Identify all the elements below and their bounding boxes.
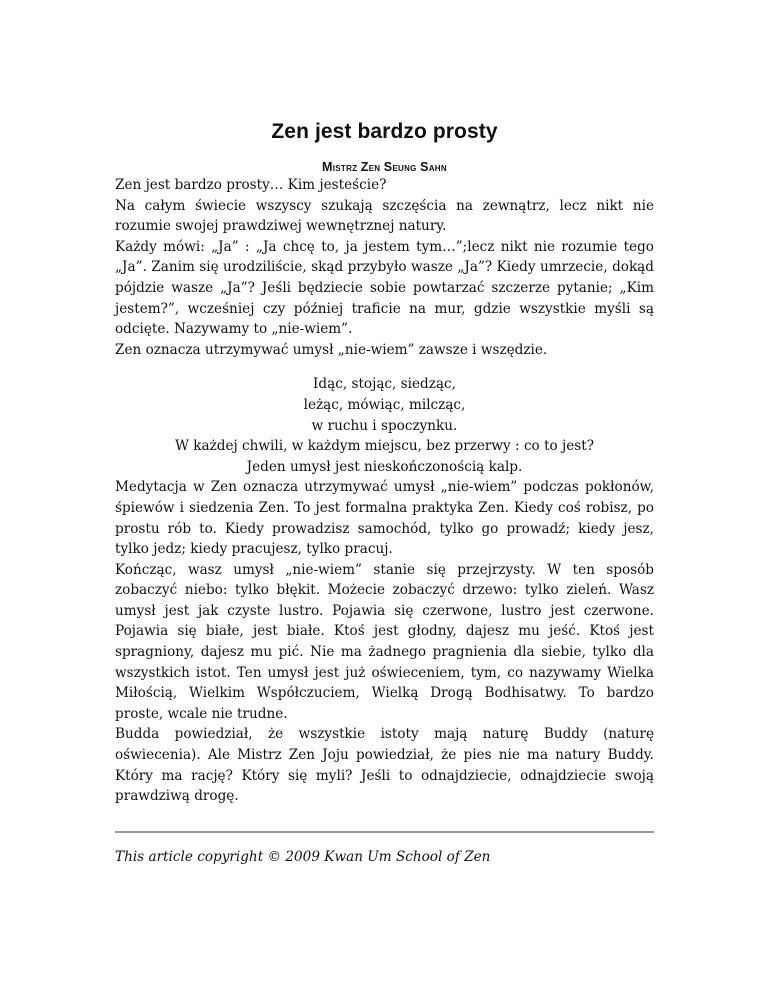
paragraph-3: Każdy mówi: „Ja” : „Ja chcę to, ja jestem tym…”;lecz nikt nie rozumie tego „Ja”. Zanim się urodziliście, skąd przybyło wasze „Ja”? Kiedy umrzecie, dokąd pójdzie wasze „Ja”? Jeśli będziecie sobie powtarzać szczerze pytanie; „Kim jestem?”, wcześniej czy później traficie na mur, gdzie wszystkie myśli są odcięte. Nazywamy to „nie-wiem”. [115,238,654,338]
author-word: Seung [383,160,417,174]
document-author [115,160,654,175]
poem-line: w ruchu i spoczynku. [311,417,458,434]
copyright-notice: This article copyright © 2009 Kwan Um School of Zen [115,848,491,865]
document-title: Zen jest bardzo prosty [271,120,498,143]
article-body [115,175,654,807]
horizontal-divider [115,831,654,833]
poem-line: Idąc, stojąc, siedząc, [313,376,456,393]
poem-verse [115,374,654,477]
poem-line: W każdej chwili, w każdym miejscu, bez przerwy : co to jest? [174,438,595,455]
paragraph-4: Zen oznacza utrzymywać umysł „nie-wiem” zawsze i wszędzie. [115,341,548,358]
paragraph-5: Medytacja w Zen oznacza utrzymywać umysł „nie-wiem” podczas pokłonów, śpiewów i siedzenia Zen. To jest formalna praktyka Zen. Kiedy coś robisz, po prostu rób to. Kiedy prowadzisz samochód, tylko go prowadź; kiedy jesz, tylko jedz; kiedy pracujesz, tylko pracuj. [115,479,654,558]
paragraph-6: Kończąc, wasz umysł „nie-wiem” stanie się przejrzysty. W ten sposób zobaczyć niebo: tylko błękit. Możecie zobaczyć drzewo: tylko zieleń. Wasz umysł jest jak czyste lustro. Pojawia się czerwone, lustro jest czerwone. Pojawia się białe, jest białe. Ktoś jest głodny, dajesz mu jeść. Ktoś jest spragniony, dajesz mu pić. Nie ma żadnego pragnienia dla siebie, tylko dla wszystkich istot. Ten umysł jest już oświeceniem, tym, co nazywamy Wielka Miłością, Wielkim Współczuciem, Wielką Drogą Bodhisatwy. To bardzo proste, wcale nie trudne. [115,561,654,722]
author-word: Zen [360,160,381,174]
poem-line: Jeden umysł jest nieskończonością kalp. [246,458,523,475]
paragraph-2: Na całym świecie wszyscy szukają szczęścia na zewnątrz, lecz nikt nie rozumie swojej prawdziwej wewnętrznej natury. [115,197,654,235]
document-page [115,118,654,867]
paragraph-1: Zen jest bardzo prosty… Kim jesteście? [115,177,387,193]
poem-line: leżąc, mówiąc, milcząc, [303,396,466,413]
author-word: Mistrz [322,160,358,174]
author-word: Sahn [420,160,447,174]
paragraph-7: Budda powiedział, że wszystkie istoty mają naturę Buddy (naturę oświecenia). Ale Mistrz Zen Joju powiedział, że pies nie ma natury Buddy. Który ma rację? Który się myli? Jeśli to odnajdziecie, odnajdziecie swoją prawdziwą drogę. [115,726,654,805]
